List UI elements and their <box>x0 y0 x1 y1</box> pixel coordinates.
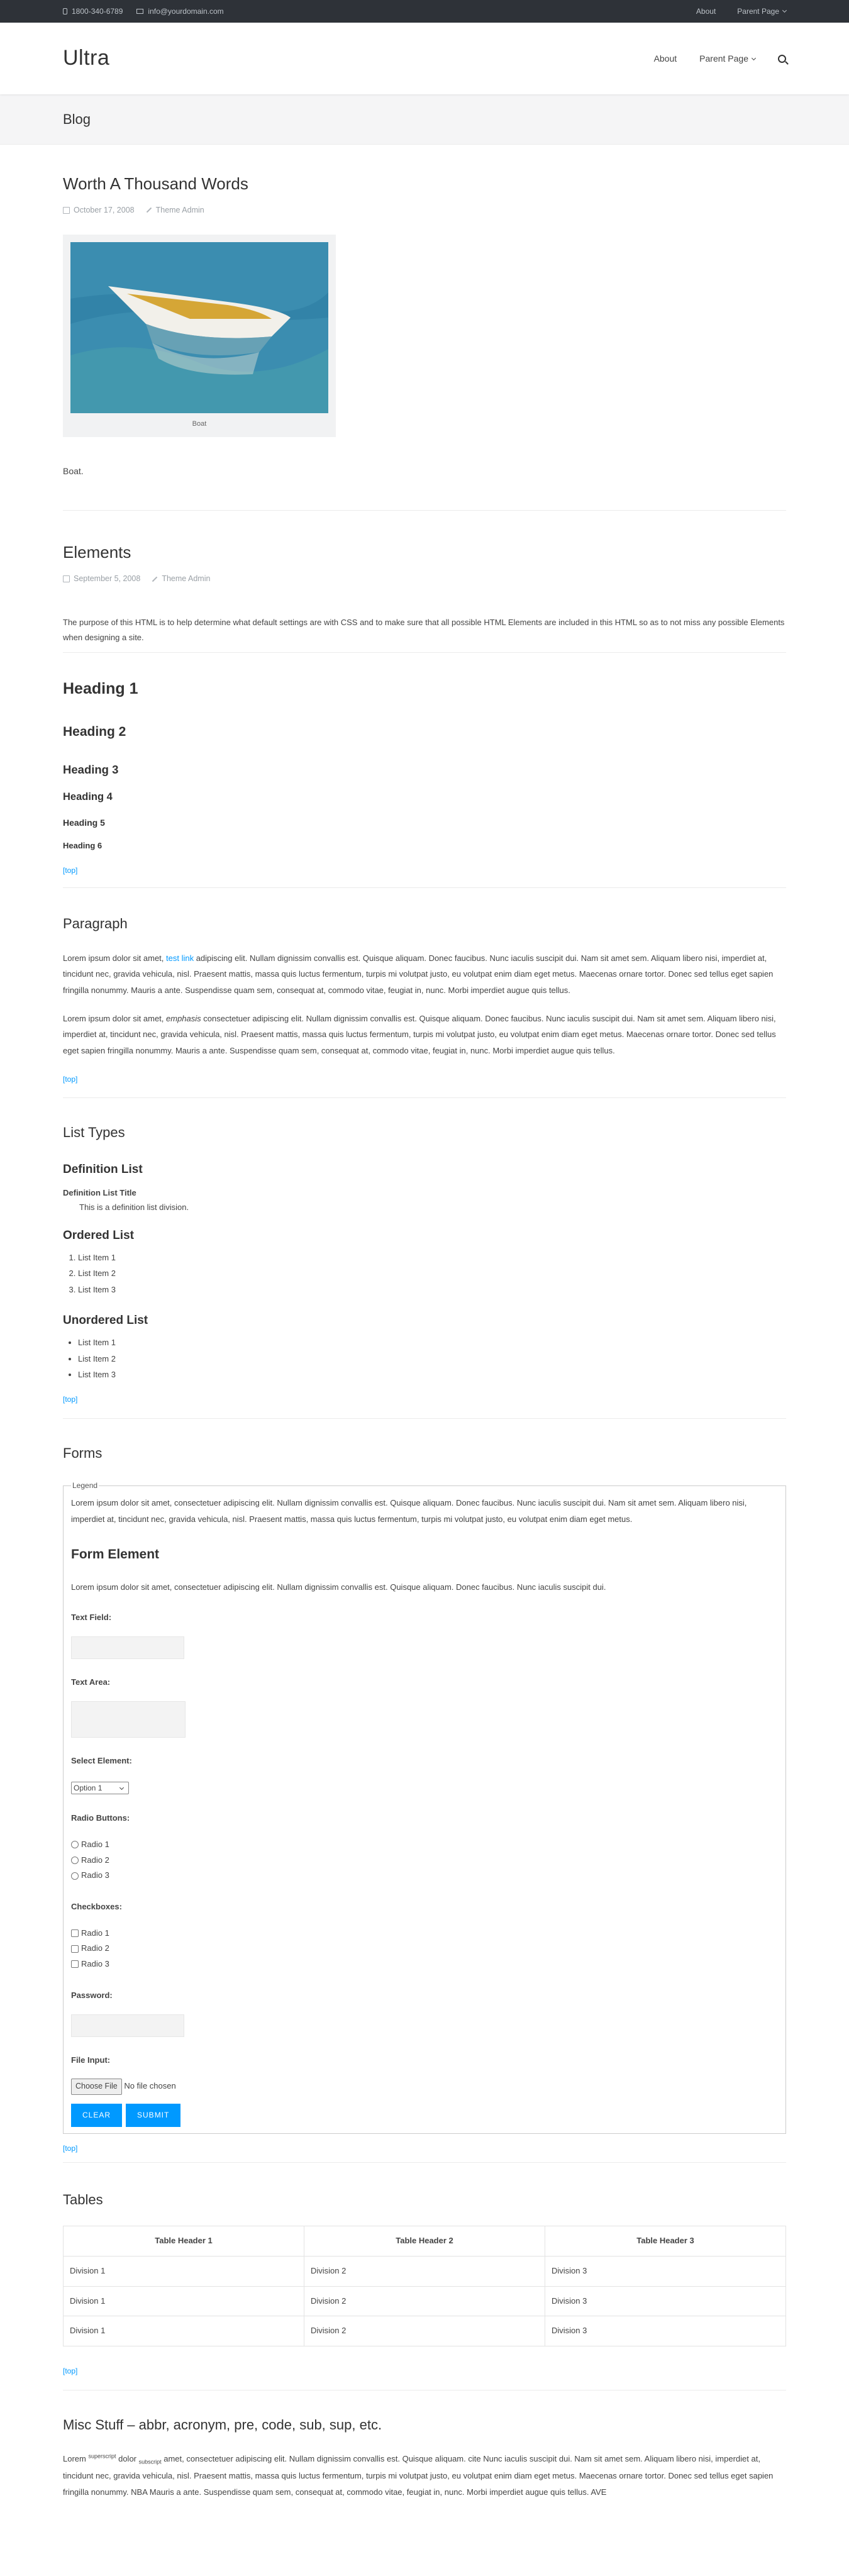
radio-buttons-label: Radio Buttons: <box>71 1813 130 1823</box>
search-icon[interactable] <box>778 55 786 63</box>
top-link[interactable]: [top] <box>63 2367 78 2376</box>
subscript-text: subscript <box>138 2458 162 2465</box>
radio-label: Radio 3 <box>81 1870 109 1880</box>
list-item: • List Item 1 <box>78 1335 786 1350</box>
mail-icon <box>136 9 143 14</box>
fieldset-legend: Legend <box>72 1481 98 1491</box>
section-title: Misc Stuff – abbr, acronym, pre, code, sub, sup, etc. <box>63 2416 382 2433</box>
nav-about[interactable]: About <box>653 53 677 64</box>
unordered-list-heading: Unordered List <box>63 1313 148 1327</box>
form-element-text: Lorem ipsum dolor sit amet, consectetuer adipiscing elit. Nullam dignissim convallis est. Quisque aliquam. Donec faucibus. Nunc iaculis suscipit dui. <box>71 1582 606 1592</box>
topbar-about-link[interactable]: About <box>696 6 716 16</box>
select-element-label: Select Element: <box>71 1755 132 1765</box>
radio-label: Radio 1 <box>81 1839 109 1849</box>
list-item: 3. List Item 3 <box>78 1282 786 1297</box>
site-logo[interactable]: Ultra <box>63 46 110 70</box>
legend-text: Lorem ipsum dolor sit amet, consectetuer adipiscing elit. Nullam dignissim convallis est. Quisque aliquam. Donec faucibus. Nunc iaculis suscipit dui. Nam sit amet sem. Aliquam libero nisi, imperdiet at, tincidunt nec, gravida vehicula, nisl. Praesent mattis, massa quis luctus fermentum, turpis mi volutpat justo, eu volutpat enim diam eget metus. <box>71 1498 747 1524</box>
checkbox[interactable] <box>71 1960 79 1968</box>
clear-button[interactable]: CLEAR <box>71 2104 122 2127</box>
top-link[interactable]: [top] <box>63 1074 78 1084</box>
file-input-label: File Input: <box>71 2055 111 2065</box>
data-table <box>63 2226 786 2346</box>
top-bar <box>0 0 849 23</box>
table-header: Table Header 1 <box>64 2226 304 2257</box>
chevron-down-icon <box>752 56 756 60</box>
section-title: Paragraph <box>63 916 128 932</box>
misc-section <box>63 2413 786 2500</box>
nav-parent-page-label: Parent Page <box>699 53 748 64</box>
checkboxes-label: Checkboxes: <box>71 1902 122 1911</box>
calendar-icon <box>63 207 70 214</box>
paragraph-text: Lorem ipsum dolor sit amet, <box>63 1013 167 1023</box>
table-cell: Division 2 <box>304 2256 545 2286</box>
post-date[interactable]: October 17, 2008 <box>74 205 135 214</box>
post-author[interactable]: Theme Admin <box>162 574 211 583</box>
table-cell: Division 1 <box>64 2286 304 2316</box>
site-header <box>0 23 849 94</box>
checkbox[interactable] <box>71 1929 79 1937</box>
radio-label: Radio 2 <box>81 1855 109 1865</box>
choose-file-button[interactable]: Choose File <box>71 2079 122 2095</box>
checkbox-label: Radio 3 <box>81 1959 109 1969</box>
text-field-label: Text Field: <box>71 1613 112 1623</box>
table-cell: Division 2 <box>304 2316 545 2346</box>
calendar-icon <box>63 575 70 582</box>
misc-text: dolor <box>116 2454 139 2464</box>
heading-1: Heading 1 <box>63 679 138 697</box>
image-figure <box>63 235 336 436</box>
post-meta <box>63 572 786 586</box>
emphasis-text: emphasis <box>166 1013 201 1023</box>
misc-text: amet, consectetuer adipiscing elit. Nullam dignissim convallis est. Quisque aliquam. cite Nunc iaculis suscipit dui. Nam sit amet sem. Aliquam libero nisi, imperdiet at, tincidunt nec, gravida vehicula, nisl. Praesent mattis, massa quis luctus fermentum, turpis mi volutpat justo, eu volutpat enim diam eget metus. Maecenas ornare tortor. Donec sed tellus eget sapien fringilla nonummy. NBA Mauris a ante. Suspendisse quam sem, consequat at, commodo vitae, feugiat in, nunc. Morbi imperdiet augue quis tellus. AVE <box>63 2454 774 2497</box>
definition-title: Definition List Title <box>63 1188 136 1198</box>
pencil-icon <box>152 576 157 581</box>
section-title: Forms <box>63 1445 103 1461</box>
select-dropdown[interactable] <box>71 1782 129 1794</box>
table-cell: Division 3 <box>545 2316 786 2346</box>
page-title-bar <box>0 94 849 145</box>
text-area-label: Text Area: <box>71 1677 111 1687</box>
chevron-down-icon <box>119 1785 124 1790</box>
test-link[interactable]: test link <box>166 953 194 963</box>
table-header: Table Header 2 <box>304 2226 545 2257</box>
paragraph-text: Lorem ipsum dolor sit amet, <box>63 953 167 963</box>
post-title[interactable]: Worth A Thousand Words <box>63 174 248 193</box>
submit-button[interactable]: SUBMIT <box>126 2104 180 2127</box>
file-status: No file chosen <box>124 2081 176 2091</box>
topbar-parent-page-link[interactable] <box>737 5 786 18</box>
table-row <box>64 2256 786 2286</box>
heading-6: Heading 6 <box>63 841 103 851</box>
definition-description: This is a definition list division. <box>79 1202 189 1212</box>
top-link[interactable]: [top] <box>63 1395 78 1404</box>
table-header-row <box>64 2226 786 2257</box>
tables-section <box>63 2188 786 2390</box>
post-date[interactable]: September 5, 2008 <box>74 574 141 583</box>
table-cell: Division 1 <box>64 2256 304 2286</box>
text-field[interactable] <box>71 1636 184 1659</box>
paragraph-text: adipiscing elit. Nullam dignissim convallis est. Quisque aliquam. Donec faucibus. Nunc iaculis suscipit dui. Nam sit amet sem. Aliquam libero nisi, imperdiet at, tincidunt nec, gravida vehicula, nisl. Praesent mattis, massa quis luctus fermentum, turpis mi volutpat justo, eu volutpat enim diam eget metus. Maecenas ornare tortor. Donec sed tellus eget sapien fringilla nonummy. Mauris a ante. Suspendisse quam sem, consequat at, commodo vitae, feugiat in, nunc. Morbi imperdiet augue quis tellus. <box>63 953 774 995</box>
heading-5: Heading 5 <box>63 817 105 828</box>
top-link[interactable]: [top] <box>63 865 78 875</box>
ordered-list <box>63 1250 786 1297</box>
list-item: • List Item 3 <box>78 1367 786 1382</box>
radio-button[interactable] <box>71 1857 79 1864</box>
checkbox-label: Radio 1 <box>81 1928 109 1938</box>
list-item: • List Item 2 <box>78 1351 786 1367</box>
phone-icon <box>63 8 67 14</box>
list-types-section <box>63 1121 786 1418</box>
top-link[interactable]: [top] <box>63 2144 78 2153</box>
boat-image[interactable] <box>70 242 328 413</box>
post-elements <box>63 538 786 2500</box>
ordered-list-heading: Ordered List <box>63 1228 134 1242</box>
post-meta <box>63 204 786 218</box>
pencil-icon <box>146 208 151 213</box>
checkbox-label: Radio 2 <box>81 1943 109 1953</box>
radio-button[interactable] <box>71 1841 79 1848</box>
table-row <box>64 2286 786 2316</box>
unordered-list <box>63 1335 786 1382</box>
main-nav <box>654 51 786 67</box>
misc-text: Lorem <box>63 2454 89 2464</box>
nav-parent-page[interactable] <box>699 51 755 67</box>
page-title: Blog <box>63 111 91 127</box>
post-excerpt: Boat. <box>63 465 84 476</box>
select-value: Option 1 <box>74 1783 103 1792</box>
table-row <box>64 2316 786 2346</box>
post-author[interactable]: Theme Admin <box>155 205 204 214</box>
chevron-down-icon <box>782 8 787 12</box>
form-element-heading: Form Element <box>71 1546 160 1562</box>
paragraph-2 <box>63 1011 786 1058</box>
paragraph-text: consectetuer adipiscing elit. Nullam dignissim convallis est. Quisque aliquam. Donec faucibus. Nunc iaculis suscipit dui. Nam sit amet sem. Aliquam libero nisi, imperdiet at, tincidunt nec, gravida vehicula, nisl. Praesent mattis, massa quis luctus fermentum, turpis mi volutpat justo, eu volutpat enim diam eget metus. Maecenas ornare tortor. Donec sed tellus eget sapien fringilla nonummy. Mauris a ante. Suspendisse quam sem, consequat at, commodo vitae, feugiat in, nunc. Morbi imperdiet augue quis tellus. <box>63 1013 776 1055</box>
table-header: Table Header 3 <box>545 2226 786 2257</box>
definition-list-heading: Definition List <box>63 1162 143 1176</box>
paragraph-1 <box>63 950 786 998</box>
email-link[interactable]: info@yourdomain.com <box>148 6 224 16</box>
form-fieldset <box>63 1479 786 2134</box>
radio-button[interactable] <box>71 1872 79 1880</box>
file-input <box>71 2079 778 2095</box>
checkbox[interactable] <box>71 1945 79 1953</box>
section-title: List Types <box>63 1124 125 1141</box>
post-intro: The purpose of this HTML is to help determine what default settings are with CSS and to make sure that all possible HTML Elements are included in this HTML so as to not miss any possible Elements when designing a site. <box>63 615 786 653</box>
text-area[interactable] <box>71 1701 186 1738</box>
heading-2: Heading 2 <box>63 724 126 739</box>
list-item: 1. List Item 1 <box>78 1250 786 1265</box>
table-cell: Division 2 <box>304 2286 545 2316</box>
table-cell: Division 3 <box>545 2286 786 2316</box>
phone-number: 1800-340-6789 <box>72 6 123 16</box>
image-caption: Boat <box>192 420 207 428</box>
table-cell: Division 3 <box>545 2256 786 2286</box>
blog-content <box>63 145 786 2500</box>
misc-paragraph <box>63 2451 786 2500</box>
list-item: 2. List Item 2 <box>78 1265 786 1281</box>
paragraph-section <box>63 912 786 1098</box>
topbar-parent-page-label: Parent Page <box>737 6 779 16</box>
table-cell: Division 1 <box>64 2316 304 2346</box>
heading-4: Heading 4 <box>63 791 113 802</box>
post-worth-a-thousand-words <box>63 170 786 511</box>
headings-section <box>63 675 786 889</box>
section-title: Tables <box>63 2191 103 2207</box>
password-label: Password: <box>71 1990 113 2000</box>
post-title[interactable]: Elements <box>63 543 131 562</box>
forms-section <box>63 1441 786 2163</box>
definition-list <box>63 1186 786 1215</box>
superscript-text: superscript <box>88 2453 116 2460</box>
heading-3: Heading 3 <box>63 763 119 777</box>
password-field[interactable] <box>71 2014 184 2037</box>
